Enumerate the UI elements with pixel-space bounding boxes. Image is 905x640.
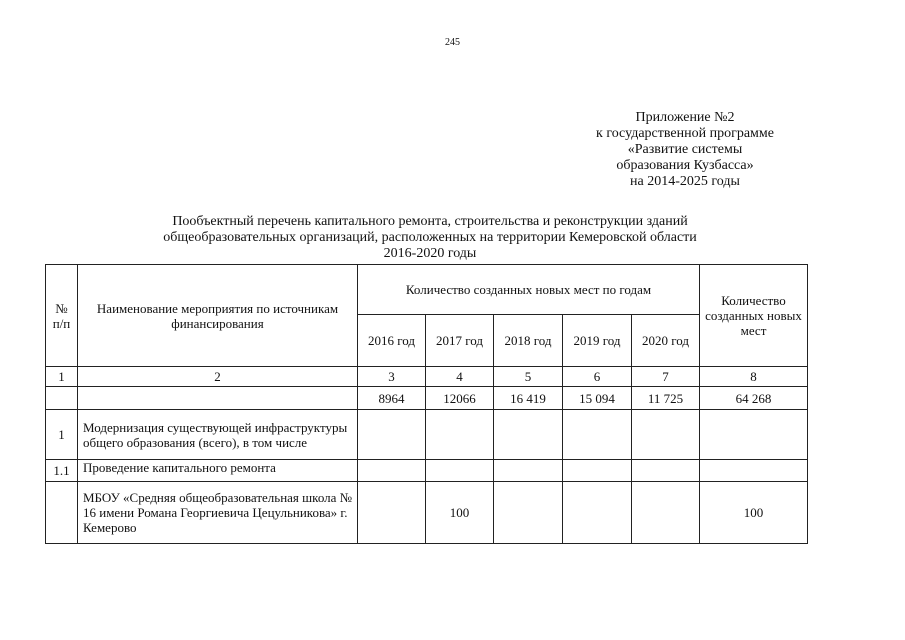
row-value [632, 460, 700, 482]
column-number: 3 [358, 367, 426, 387]
row-value [426, 460, 494, 482]
column-numbers-row [46, 367, 808, 387]
totals-value: 8964 [358, 387, 426, 410]
row-name: Модернизация существующей инфраструктуры общего образования (всего), в том числе [78, 410, 358, 460]
row-value [632, 482, 700, 544]
row-value [494, 482, 563, 544]
header-year: 2018 год [494, 315, 563, 367]
header-year: 2017 год [426, 315, 494, 367]
appendix-line: «Развитие системы [627, 142, 743, 157]
title-line: 2016-2020 годы [383, 246, 477, 261]
row-value [563, 460, 632, 482]
row-total [700, 460, 808, 482]
row-num [46, 482, 78, 544]
appendix-line: Приложение №2 [635, 110, 735, 125]
column-number: 1 [46, 367, 78, 387]
row-total: 100 [700, 482, 808, 544]
header-year: 2020 год [632, 315, 700, 367]
header-row [46, 265, 808, 315]
column-number: 2 [78, 367, 358, 387]
appendix-line: на 2014-2025 годы [630, 174, 740, 189]
row-value [358, 482, 426, 544]
table-row [46, 482, 808, 544]
table-row [46, 460, 808, 482]
totals-value: 16 419 [494, 387, 563, 410]
header-year: 2019 год [563, 315, 632, 367]
totals-row [46, 387, 808, 410]
row-name: Проведение капитального ремонта [78, 460, 358, 482]
row-value [358, 410, 426, 460]
row-value [358, 460, 426, 482]
row-value [426, 410, 494, 460]
row-value [563, 482, 632, 544]
header-num: № п/п [46, 265, 78, 367]
header-total [700, 265, 808, 367]
totals-value: 12066 [426, 387, 494, 410]
capital-repair-table [45, 264, 808, 544]
column-number: 8 [700, 367, 808, 387]
row-num: 1.1 [46, 460, 78, 482]
row-num: 1 [46, 410, 78, 460]
totals-num [46, 387, 78, 410]
table-row [46, 410, 808, 460]
appendix-line: к государственной программе [596, 126, 774, 141]
row-value: 100 [426, 482, 494, 544]
header-name: Наименование мероприятия по источникам финансирования [78, 265, 358, 367]
appendix-block [570, 110, 800, 190]
row-value [494, 410, 563, 460]
title-line: Пообъектный перечень капитального ремонта, строительства и реконструкции зданий [172, 214, 688, 229]
totals-name [78, 387, 358, 410]
totals-value: 11 725 [632, 387, 700, 410]
row-name: МБОУ «Средняя общеобразовательная школа № 16 имени Романа Георгиевича Цецульникова» г. Кемерово [78, 482, 358, 544]
row-value [563, 410, 632, 460]
column-number: 4 [426, 367, 494, 387]
column-number: 5 [494, 367, 563, 387]
document-title [100, 214, 760, 262]
totals-value: 15 094 [563, 387, 632, 410]
page-number: 245 [445, 37, 460, 48]
totals-total: 64 268 [700, 387, 808, 410]
row-total [700, 410, 808, 460]
appendix-line: образования Кузбасса» [616, 158, 754, 173]
title-line: общеобразовательных организаций, расположенных на территории Кемеровской области [163, 230, 697, 245]
column-number: 7 [632, 367, 700, 387]
header-years-group: Количество созданных новых мест по годам [358, 265, 700, 315]
header-year: 2016 год [358, 315, 426, 367]
row-value [632, 410, 700, 460]
header-total-label: Количество созданных новых мест [705, 293, 802, 338]
column-number: 6 [563, 367, 632, 387]
row-value [494, 460, 563, 482]
